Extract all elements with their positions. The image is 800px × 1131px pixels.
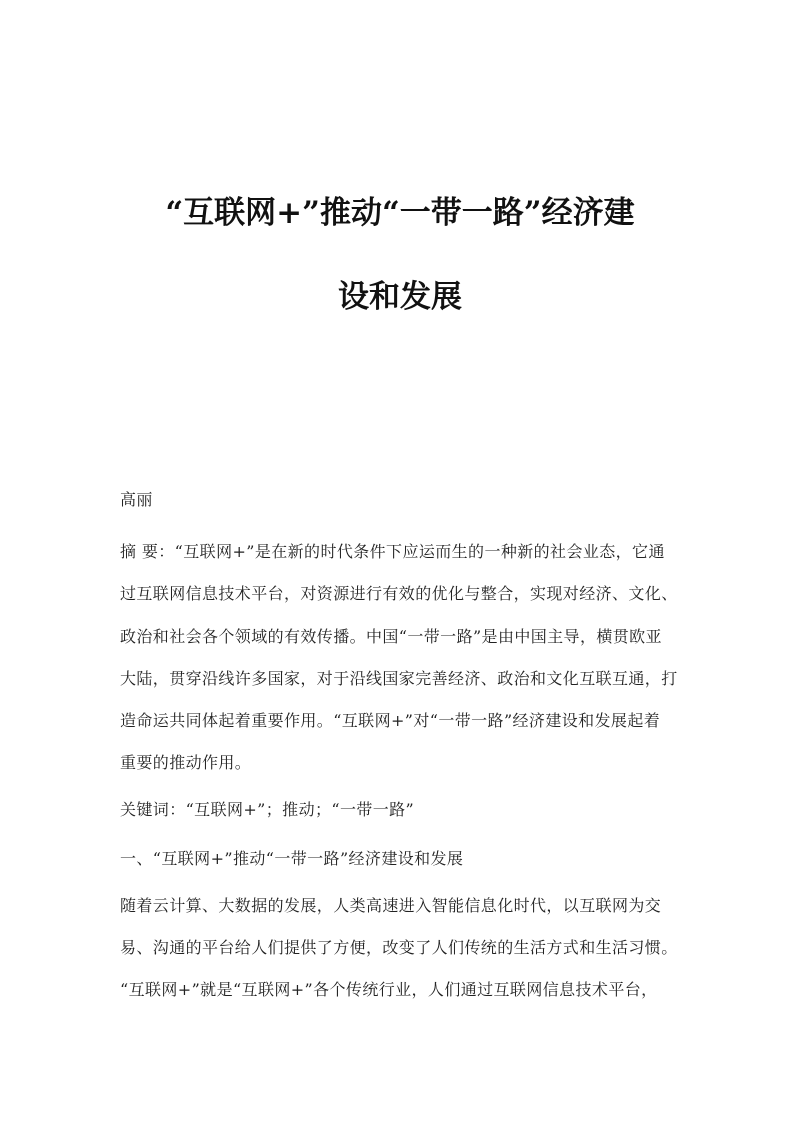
body-line: 随着云计算、大数据的发展，人类高速进入智能信息化时代，以互联网为交 <box>120 896 662 915</box>
document-title-line-1: “互联网+”推动“一带一路”经济建 <box>165 195 635 231</box>
abstract-line: 摘 要：“互联网+”是在新的时代条件下应运而生的一种新的社会业态，它通 <box>120 542 665 561</box>
abstract-line: 大陆，贯穿沿线许多国家，对于沿线国家完善经济、政治和文化互联互通，打 <box>120 669 678 688</box>
abstract-line: 造命运共同体起着重要作用。“互联网+”对“一带一路”经济建设和发展起着 <box>120 711 661 730</box>
body-line: 易、沟通的平台给人们提供了方便，改变了人们传统的生活方式和生活习惯。 <box>120 938 678 957</box>
document-title-line-2: 设和发展 <box>338 279 462 315</box>
section-heading: 一、“互联网+”推动“一带一路”经济建设和发展 <box>120 849 464 868</box>
abstract-line: 重要的推动作用。 <box>120 753 252 772</box>
author-name: 高丽 <box>120 490 153 509</box>
abstract-line: 政治和社会各个领域的有效传播。中国“一带一路”是由中国主导，横贯欧亚 <box>120 627 662 646</box>
keywords-line: 关键词：“互联网+”；推动；“一带一路” <box>120 800 415 819</box>
abstract-line: 过互联网信息技术平台，对资源进行有效的优化与整合，实现对经济、文化、 <box>120 584 678 603</box>
body-line: “互联网+”就是“互联网+”各个传统行业，人们通过互联网信息技术平台， <box>120 980 658 999</box>
